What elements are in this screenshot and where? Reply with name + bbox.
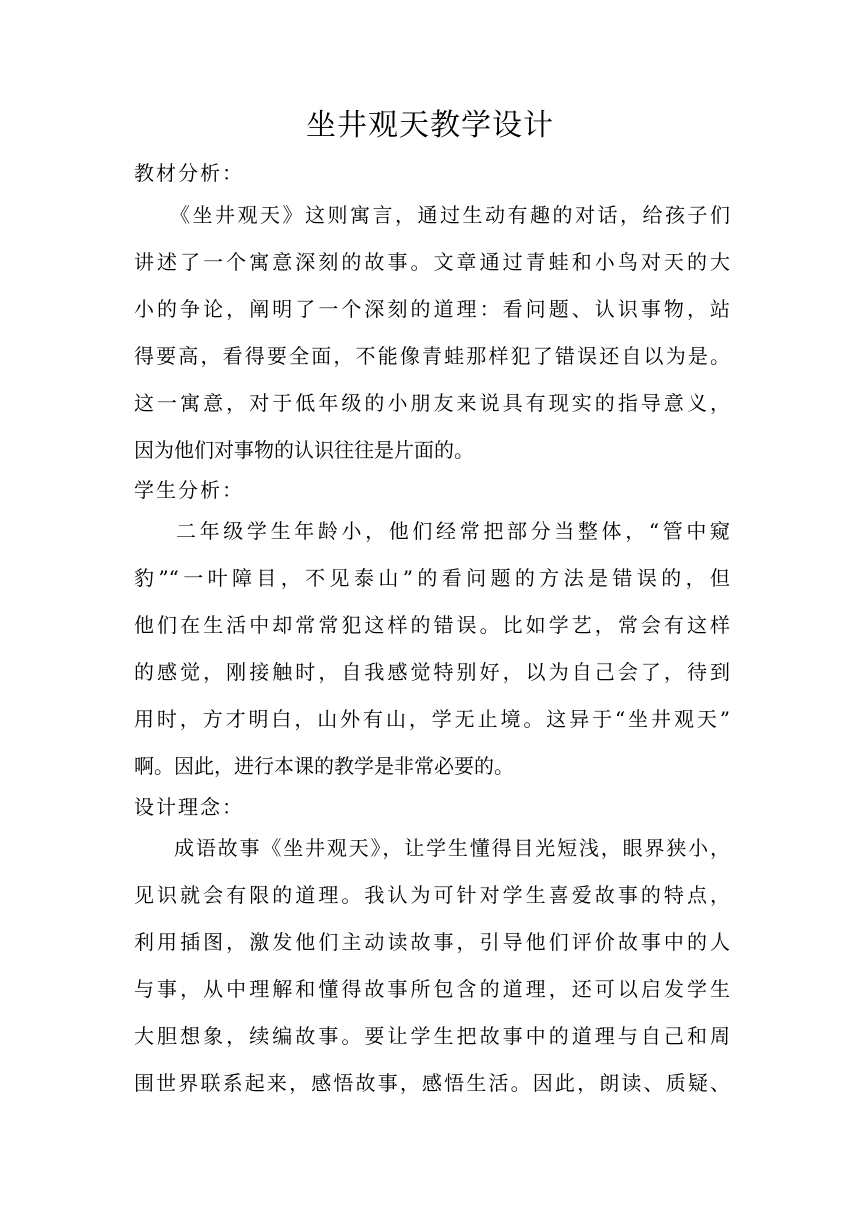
paragraph-line: 围世界联系起来，感悟故事，感悟生活。因此，朗读、质疑、 bbox=[134, 1071, 730, 1095]
section-heading-student-analysis: 学生分析： bbox=[134, 478, 244, 502]
paragraph-line: 这一寓意，对于低年级的小朋友来说具有现实的指导意义， bbox=[134, 391, 730, 415]
paragraph-line: 小的争论，阐明了一个深刻的道理：看问题、认识事物，站 bbox=[134, 297, 730, 321]
paragraph-line: 因为他们对事物的认识往往是片面的。 bbox=[134, 438, 474, 462]
paragraph-line: 见识就会有限的道理。我认为可针对学生喜爱故事的特点， bbox=[134, 883, 730, 907]
paragraph-line: 《坐井观天》这则寓言，通过生动有趣的对话，给孩子们 bbox=[170, 203, 730, 227]
paragraph-line: 用时，方才明白，山外有山，学无止境。这异于“坐井观天” bbox=[134, 707, 730, 731]
section-heading-design-concept: 设计理念： bbox=[134, 795, 244, 819]
paragraph-line: 豹”“一叶障目，不见泰山”的看问题的方法是错误的，但 bbox=[134, 566, 730, 590]
paragraph-line: 得要高，看得要全面，不能像青蛙那样犯了错误还自以为是。 bbox=[134, 344, 730, 368]
paragraph-line: 的感觉，刚接触时，自我感觉特别好，以为自己会了，待到 bbox=[134, 660, 730, 684]
document-title: 坐井观天教学设计 bbox=[306, 108, 554, 143]
paragraph-line: 他们在生活中却常常犯这样的错误。比如学艺，常会有这样 bbox=[134, 613, 730, 637]
section-heading-textbook-analysis: 教材分析： bbox=[134, 161, 244, 185]
paragraph-line: 成语故事《坐井观天》，让学生懂得目光短浅，眼界狭小， bbox=[174, 836, 730, 860]
paragraph-line: 二年级学生年龄小，他们经常把部分当整体，“管中窥 bbox=[176, 519, 730, 543]
paragraph-line: 啊。因此，进行本课的教学是非常必要的。 bbox=[134, 754, 514, 778]
paragraph-line: 讲述了一个寓意深刻的故事。文章通过青蛙和小鸟对天的大 bbox=[134, 250, 730, 274]
paragraph-line: 利用插图，激发他们主动读故事，引导他们评价故事中的人 bbox=[134, 930, 730, 954]
paragraph-line: 与事，从中理解和懂得故事所包含的道理，还可以启发学生 bbox=[134, 977, 730, 1001]
paragraph-line: 大胆想象，续编故事。要让学生把故事中的道理与自己和周 bbox=[134, 1024, 730, 1048]
